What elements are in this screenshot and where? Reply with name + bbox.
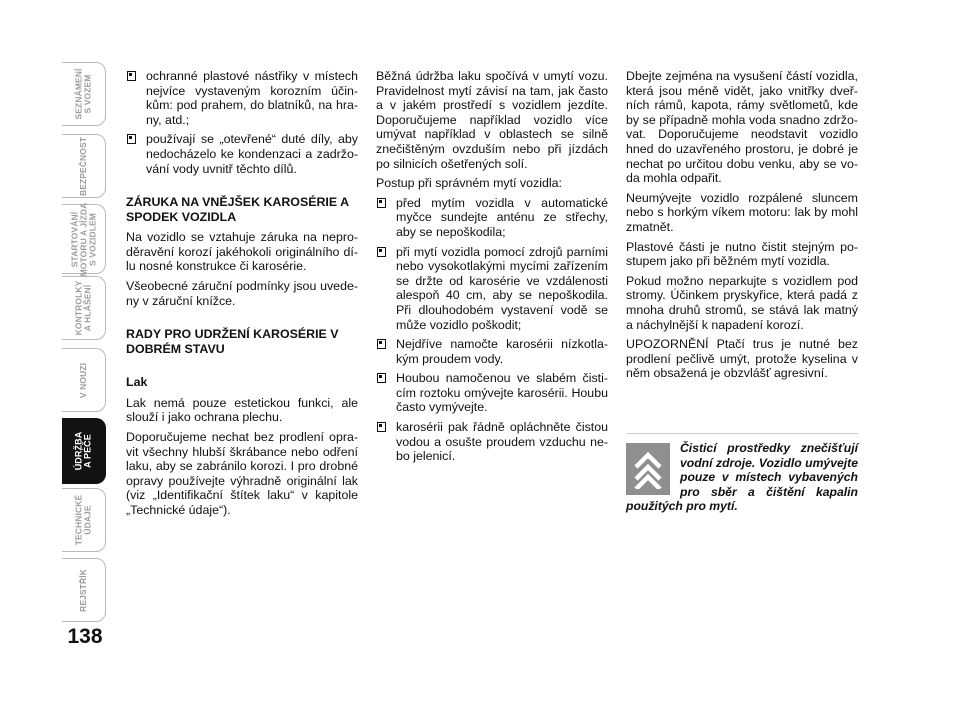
environment-note <box>626 441 858 514</box>
tab-label: V NOUZI <box>78 362 88 398</box>
paragraph: Plastové části je nutno čistit stejným postupem jako při běžném mytí vozidla. <box>626 239 858 269</box>
list-item <box>376 196 608 240</box>
list-item <box>376 420 608 464</box>
paragraph: Pokud možno neparkujte s vozidlem pod stromy. Účinkem pryskyřice, která padá z mnoha druhů stromů, se stává lak matný a náchylnější k napadení korozí. <box>626 273 858 332</box>
subheading: Lak <box>126 375 148 390</box>
paragraph: Běžná údržba laku spočívá v umytí vozu. Pravidelnost mytí závisí na tam, jak často a v jakém prostředí s vozidlem jezdíte. Doporučujeme například vozidlo více umývat například v oblastech se silně znečištěným ovzduším nebo při jízdách po silnicích ošetřených solí. <box>376 69 608 171</box>
warning-paragraph: UPOZORNĚNÍ Ptačí trus je nutné bez prodlení pečlivě umýt, protože kyselina v něm obsažená je obzvlášť agresivní. <box>626 337 858 381</box>
tab-label: SEZNÁMENÍ S VOZEM <box>73 68 93 120</box>
paragraph: Na vozidlo se vztahuje záruka na neproděravění korozí jakéhokoli originálního dílu nosné konstrukce či karosérie. <box>126 230 358 274</box>
tab-v-nouzi[interactable] <box>62 348 106 412</box>
list-item-text: Houbou namočenou ve slabém čisticím roztoku omývejte karosérii. Houbu často vymývejte. <box>396 371 608 415</box>
tab-label: STARTOVÁNÍ MOTORU A JÍZDA S VOZIDLEM <box>69 202 97 276</box>
checkbox-bullet-icon <box>377 373 386 383</box>
section-heading: ZÁRUKA NA VNĚJŠEK KAROSÉRIE A SPODEK VOZIDLA <box>126 195 349 225</box>
list-item <box>376 337 608 366</box>
section-heading: RADY PRO UDRŽENÍ KAROSÉRIE V DOBRÉM STAVU <box>126 327 339 357</box>
paragraph: Lak nemá pouze estetickou funkci, ale slouží i jako ochrana plechu. <box>126 395 358 425</box>
list-item-text: ochranné plastové nástřiky v místech nejvíce vystaveným korozním účinkům: pod prahem, do blatníků, na hrany, atd.; <box>146 69 358 127</box>
tab-kontrolky[interactable] <box>62 276 106 340</box>
tab-rejstrik[interactable] <box>62 558 106 622</box>
bullet-list <box>376 196 608 464</box>
column-1 <box>126 69 358 522</box>
tab-label: REJSTŘÍK <box>78 568 88 612</box>
tab-label: ÚDRŽBA A PÉČE <box>73 431 93 471</box>
tab-label: KONTROLKY A HLÁŠENÍ <box>73 280 93 336</box>
double-chevron-up-icon <box>626 443 670 495</box>
checkbox-bullet-icon <box>377 339 386 349</box>
paragraph: Postup při správném mytí vozidla: <box>376 176 562 191</box>
page-number: 138 <box>67 625 103 648</box>
checkbox-bullet-icon <box>127 134 136 144</box>
bullet-list <box>126 69 358 176</box>
paragraph: Doporučujeme nechat bez prodlení opravit všechny hlubší škrábance nebo odření laku, aby se zabránilo korozi. I pro drobné opravy používejte výhradně originální lak (viz „Identifikační štítek laku“ v kapitole „Technické údaje“). <box>126 429 358 517</box>
column-2 <box>376 69 608 469</box>
tab-technicke-udaje[interactable] <box>62 488 106 552</box>
tab-label: TECHNICKÉ ÚDAJE <box>73 494 93 546</box>
list-item <box>126 132 358 176</box>
tab-bezpecnost[interactable] <box>62 134 106 198</box>
list-item-text: karosérii pak řádně opláchněte čistou vodou a osušte proudem vzduchu nebo jelenicí. <box>396 420 608 464</box>
tab-label: BEZPEČNOST <box>78 136 88 196</box>
tab-seznameni[interactable] <box>62 62 106 126</box>
list-item <box>376 371 608 415</box>
tab-startovani[interactable] <box>62 204 106 274</box>
list-item <box>126 69 358 127</box>
paragraph: Dbejte zejména na vysušení částí vozidla, která jsou méně vidět, jako vnitřky dveřních rámů, kapota, rámy světlometů, kde by se případně mohla voda snadno zdržovat. Doporučujeme neodstavit vozidlo hned do uzavřeného prostoru, je dobré je nechat po určitou dobu venku, aby se voda mohla odpařit. <box>626 69 858 186</box>
list-item-text: Nejdříve namočte karosérii nízkotlakým proudem vody. <box>396 337 608 366</box>
checkbox-bullet-icon <box>377 247 386 257</box>
checkbox-bullet-icon <box>377 422 386 432</box>
checkbox-bullet-icon <box>127 71 136 81</box>
list-item-text: používají se „otevřené“ duté díly, aby nedocházelo ke kondenzaci a zadržování vody uvnitř těchto dílů. <box>146 132 358 176</box>
note-text: Čisticí prostředky znečišťují vodní zdroje. Vozidlo umývejte pouze v místech vybavených pro sběr a čištění kapalin použitých pro mytí. <box>626 441 858 514</box>
list-item <box>376 245 608 333</box>
list-item-text: před mytím vozidla v automatické myčce sundejte anténu ze střechy, aby se nepoškodila; <box>396 195 608 239</box>
tab-udrzba-active[interactable] <box>62 418 106 484</box>
paragraph: Neumývejte vozidlo rozpálené sluncem nebo s horkým víkem motoru: lak by mohl zmatnět. <box>626 190 858 234</box>
chapter-tabs <box>0 0 106 709</box>
checkbox-bullet-icon <box>377 198 386 208</box>
paragraph: Všeobecné záruční podmínky jsou uvedeny v záruční knížce. <box>126 278 358 308</box>
column-3 <box>626 69 858 386</box>
list-item-text: při mytí vozidla pomocí zdrojů parními nebo vysokotlakými mycími zařízením se držte od karosérie ve vzdálenosti alespoň 40 cm, aby se nepoškodila. Při dlouhodobém vystavení vodě se může vozidlo poškodit; <box>396 244 608 332</box>
divider <box>626 433 858 434</box>
